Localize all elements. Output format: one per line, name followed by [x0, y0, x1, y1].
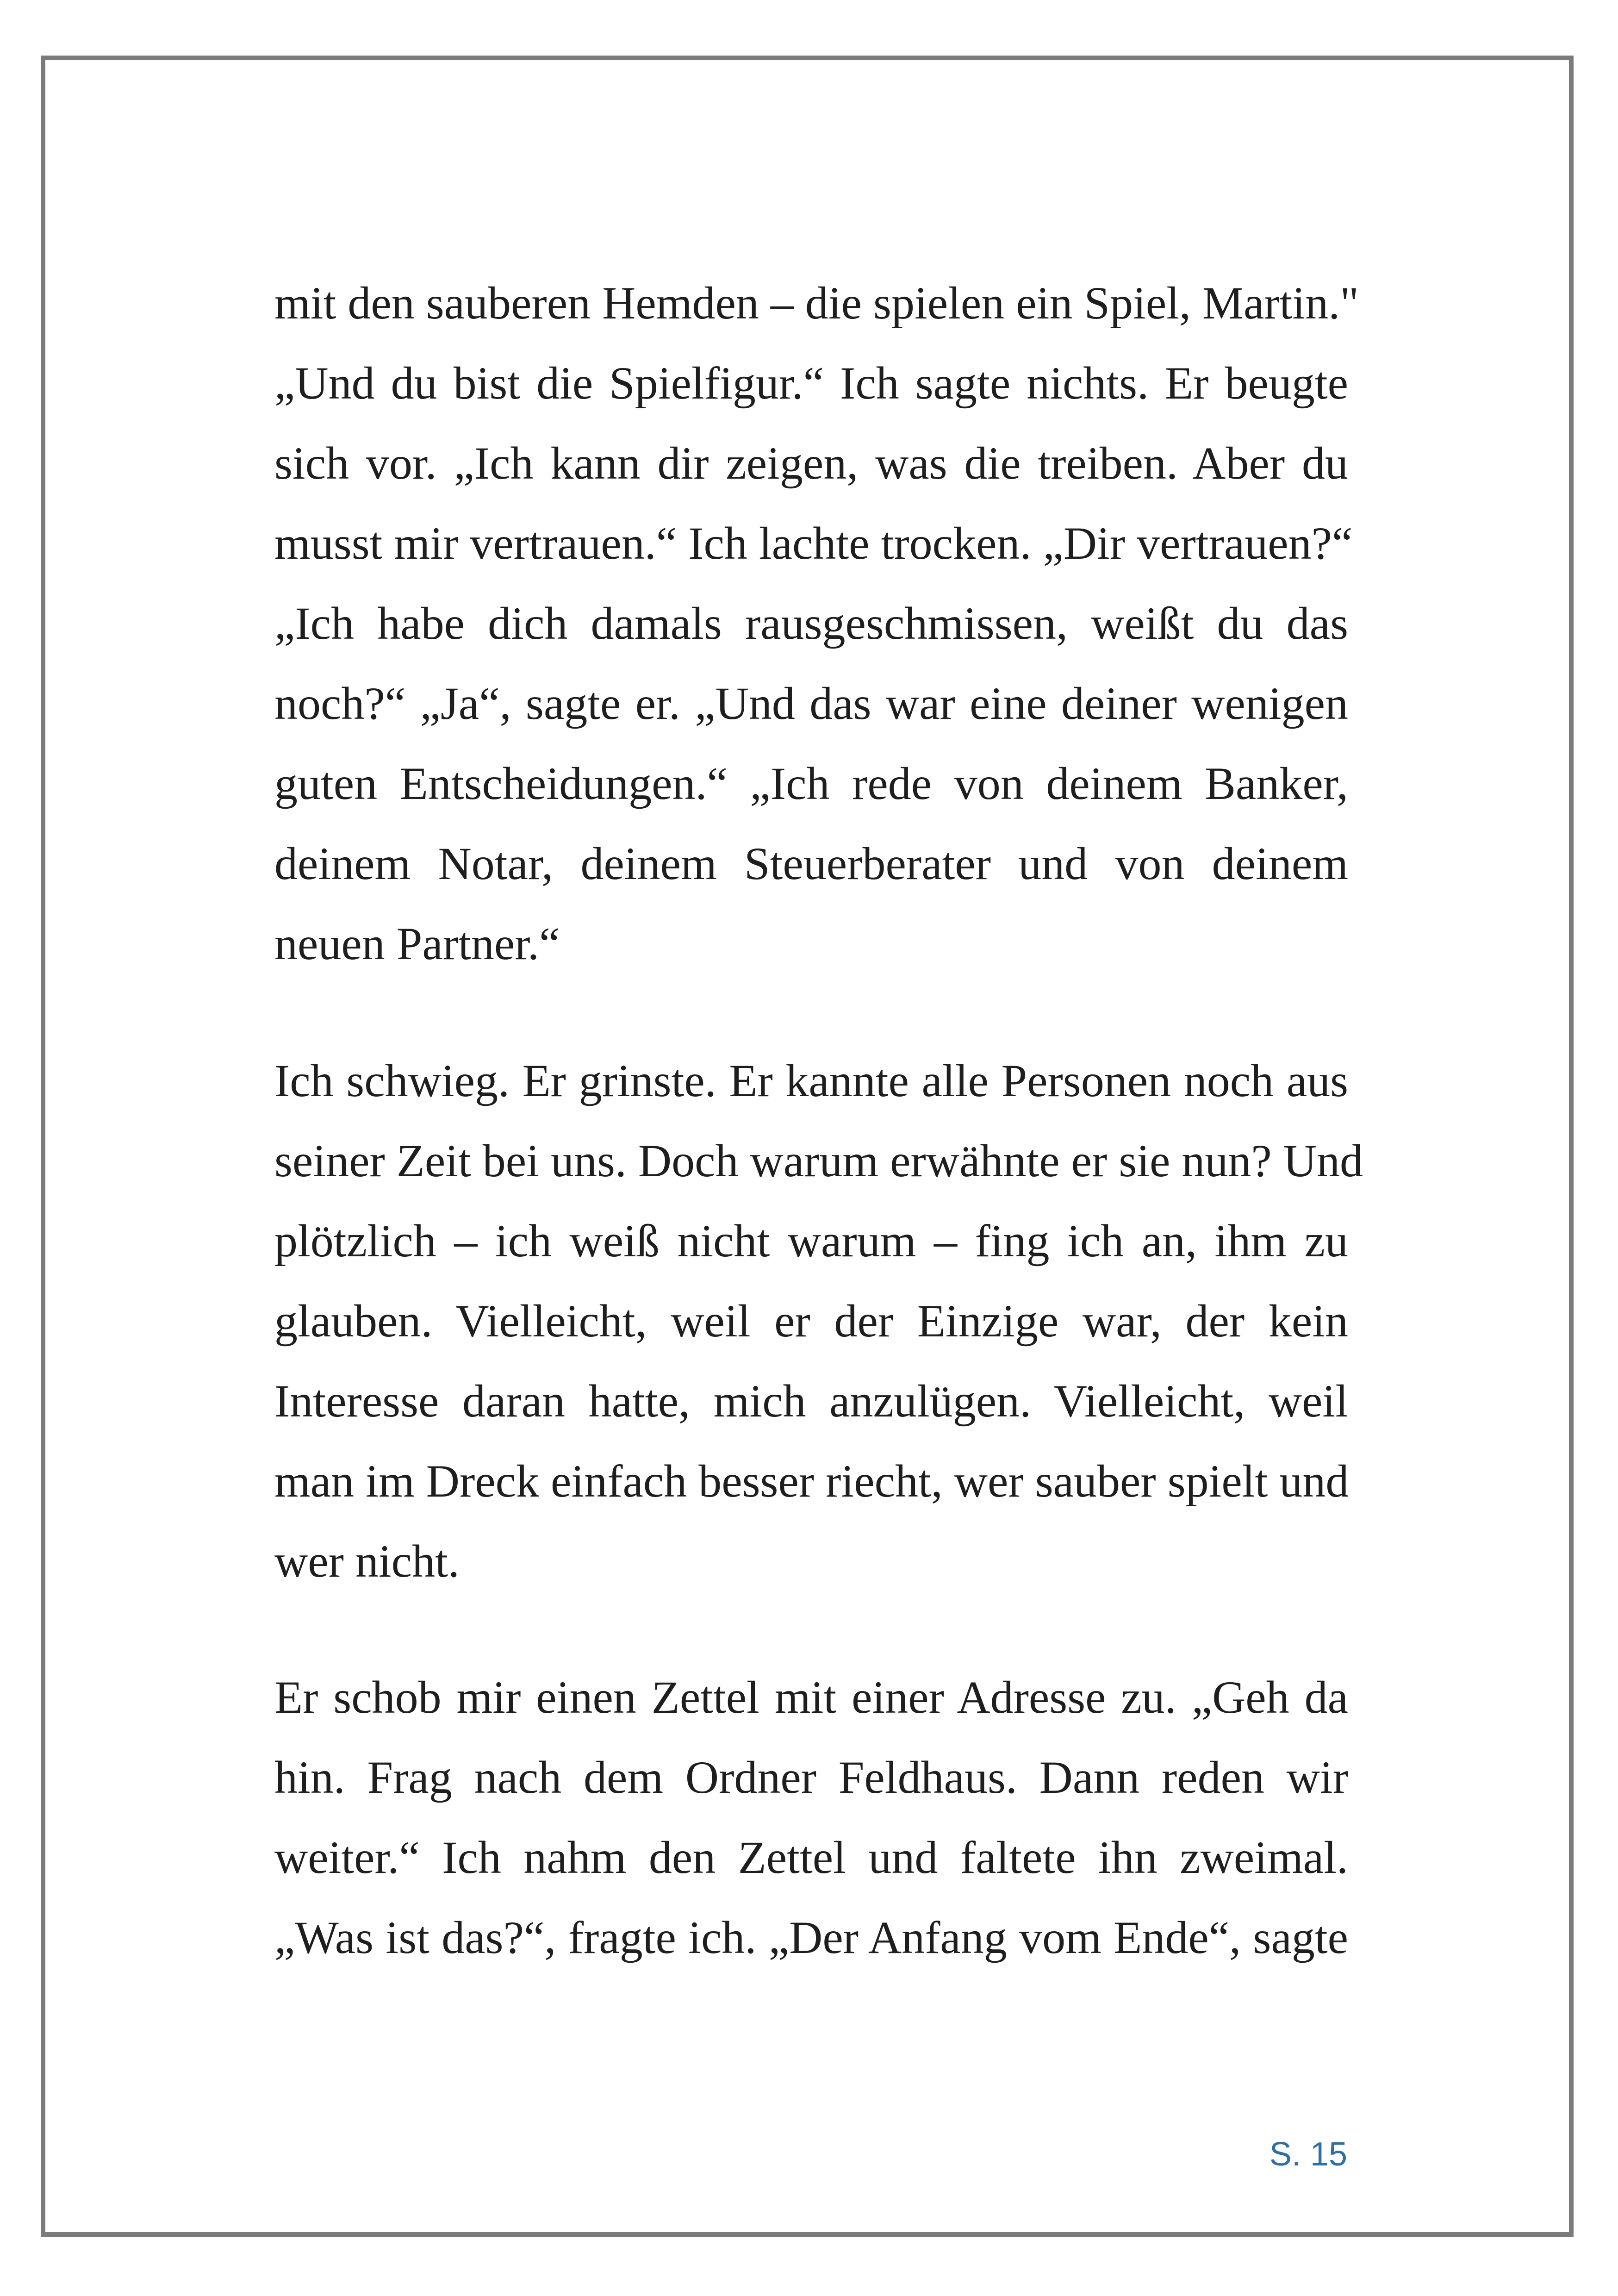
text-line: deinem Notar, deinem Steuerberater und von deinem	[274, 838, 1348, 889]
text-line: guten Entscheidungen.“ „Ich rede von deinem Banker,	[274, 758, 1348, 809]
text-line: plötzlich – ich weiß nicht warum – fing ich an, ihm zu	[274, 1215, 1348, 1267]
text-line: „Was ist das?“, fragte ich. „Der Anfang vom Ende“, sagte	[274, 1912, 1348, 1963]
text-line: sich vor. „Ich kann dir zeigen, was die treiben. Aber du	[274, 437, 1348, 489]
text-line: hin. Frag nach dem Ordner Feldhaus. Dann reden wir	[274, 1752, 1348, 1803]
text-line: mit den sauberen Hemden – die spielen ein Spiel, Martin."	[274, 277, 1359, 329]
text-line: Er schob mir einen Zettel mit einer Adresse zu. „Geh da	[274, 1672, 1348, 1723]
text-line: musst mir vertrauen.“ Ich lachte trocken. „Dir vertrauen?“	[274, 518, 1353, 569]
text-line: man im Dreck einfach besser riecht, wer sauber spielt und	[274, 1455, 1349, 1507]
paragraph-1	[274, 263, 1359, 984]
text-line: Interesse daran hatte, mich anzulügen. Vielleicht, weil	[274, 1375, 1348, 1427]
text-line: neuen Partner.“	[274, 918, 560, 969]
paragraph-3	[274, 1657, 1348, 1978]
page-number: S. 15	[1269, 2136, 1347, 2173]
text-line: noch?“ „Ja“, sagte er. „Und das war eine deiner wenigen	[274, 678, 1348, 729]
text-line: „Ich habe dich damals rausgeschmissen, weißt du das	[274, 598, 1348, 649]
text-line: glauben. Vielleicht, weil er der Einzige war, der kein	[274, 1295, 1348, 1347]
text-line: seiner Zeit bei uns. Doch warum erwähnte er sie nun? Und	[274, 1135, 1363, 1186]
text-line: weiter.“ Ich nahm den Zettel und faltete ihn zweimal.	[274, 1832, 1348, 1883]
text-line: Ich schwieg. Er grinste. Er kannte alle Personen noch aus	[274, 1055, 1348, 1106]
paragraph-2	[274, 1041, 1363, 1601]
text-line: „Und du bist die Spielfigur.“ Ich sagte nichts. Er beugte	[274, 357, 1348, 409]
text-line: wer nicht.	[274, 1535, 460, 1587]
